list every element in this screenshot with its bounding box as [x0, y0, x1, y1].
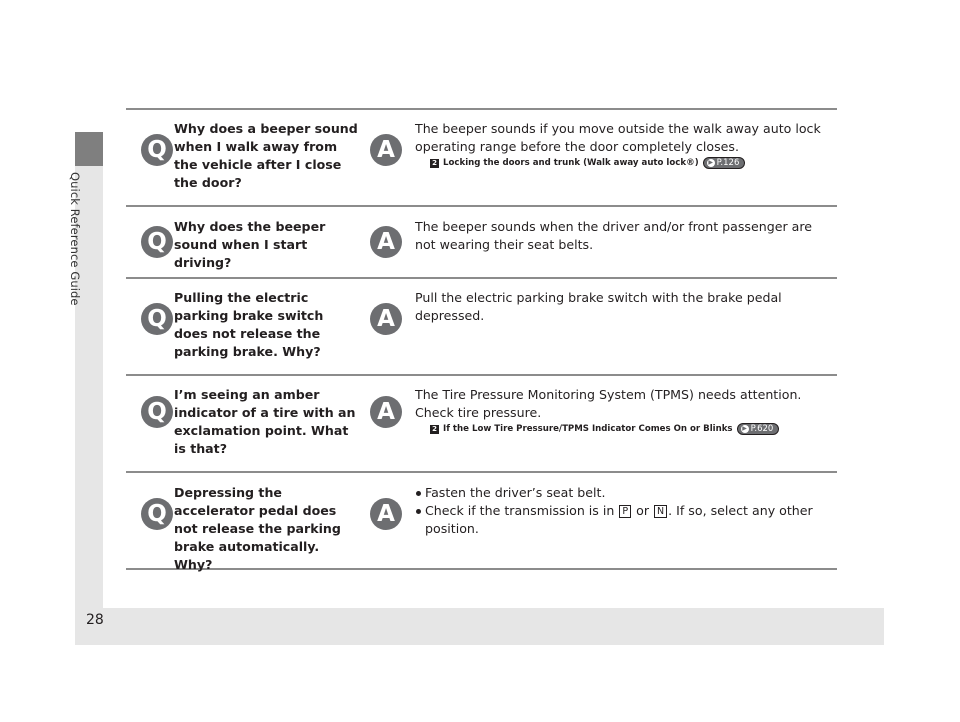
answer-icon: A — [370, 498, 402, 530]
question-icon: Q — [141, 134, 173, 166]
answer-text: The Tire Pressure Monitoring System (TPMS) needs attention. Check tire pressure. — [415, 387, 802, 420]
list-item — [415, 502, 835, 538]
answer-icon: A — [370, 303, 402, 335]
sidebar-section-label — [68, 166, 90, 306]
divider — [126, 471, 837, 473]
page-number: 28 — [86, 612, 104, 628]
question-text: Why does a beeper sound when I walk away from the vehicle after I close the door? — [174, 121, 358, 190]
gear-p-symbol: P — [619, 505, 631, 518]
page-link[interactable] — [737, 423, 780, 435]
question-icon: Q — [141, 498, 173, 530]
page-link[interactable] — [703, 157, 746, 169]
cross-reference[interactable] — [430, 423, 779, 435]
arrow-right-icon: ▶ — [742, 425, 747, 432]
question-text: Depressing the accelerator pedal does not release the parking brake automatically. Why? — [174, 485, 341, 572]
page-link-label: P.620 — [750, 424, 774, 434]
footer-band — [75, 608, 884, 645]
sidebar-tab-marker — [75, 132, 103, 166]
question-text: Why does the beeper sound when I start driving? — [174, 219, 326, 270]
answer-bullet-list — [415, 484, 835, 538]
answer-text: The beeper sounds if you move outside the walk away auto lock operating range before the door completely closes. — [415, 121, 821, 154]
question-text: I’m seeing an amber indicator of a tire with an exclamation point. What is that? — [174, 387, 356, 456]
question-icon: Q — [141, 303, 173, 335]
divider — [126, 277, 837, 279]
question-icon: Q — [141, 396, 173, 428]
divider — [126, 374, 837, 376]
answer-icon: A — [370, 226, 402, 258]
arrow-right-icon: ▶ — [708, 159, 713, 166]
question-icon: Q — [141, 226, 173, 258]
gear-n-symbol: N — [654, 505, 667, 518]
answer-icon: A — [370, 134, 402, 166]
bullet-text: . If so, select any other position. — [425, 503, 813, 536]
question-text: Pulling the electric parking brake switch does not release the parking brake. Why? — [174, 290, 324, 359]
cross-reference[interactable] — [430, 157, 745, 169]
reference-marker-icon: 2 — [430, 159, 439, 168]
page-link-label: P.126 — [716, 158, 740, 168]
list-item — [415, 484, 835, 502]
reference-marker-icon: 2 — [430, 425, 439, 434]
cross-reference-text[interactable]: If the Low Tire Pressure/TPMS Indicator Comes On or Blinks — [443, 424, 733, 434]
bullet-text: or — [636, 503, 650, 518]
bullet-text: Check if the transmission is in — [425, 503, 615, 518]
divider — [126, 205, 837, 207]
sidebar-section-label-text: Quick Reference Guide — [68, 172, 82, 306]
answer-icon: A — [370, 396, 402, 428]
bullet-text: Fasten the driver’s seat belt. — [425, 485, 606, 500]
divider-top — [126, 108, 837, 110]
cross-reference-text[interactable]: Locking the doors and trunk (Walk away auto lock®) — [443, 158, 699, 168]
answer-text: The beeper sounds when the driver and/or front passenger are not wearing their seat belts. — [415, 219, 813, 252]
answer-text: Pull the electric parking brake switch with the brake pedal depressed. — [415, 290, 782, 323]
